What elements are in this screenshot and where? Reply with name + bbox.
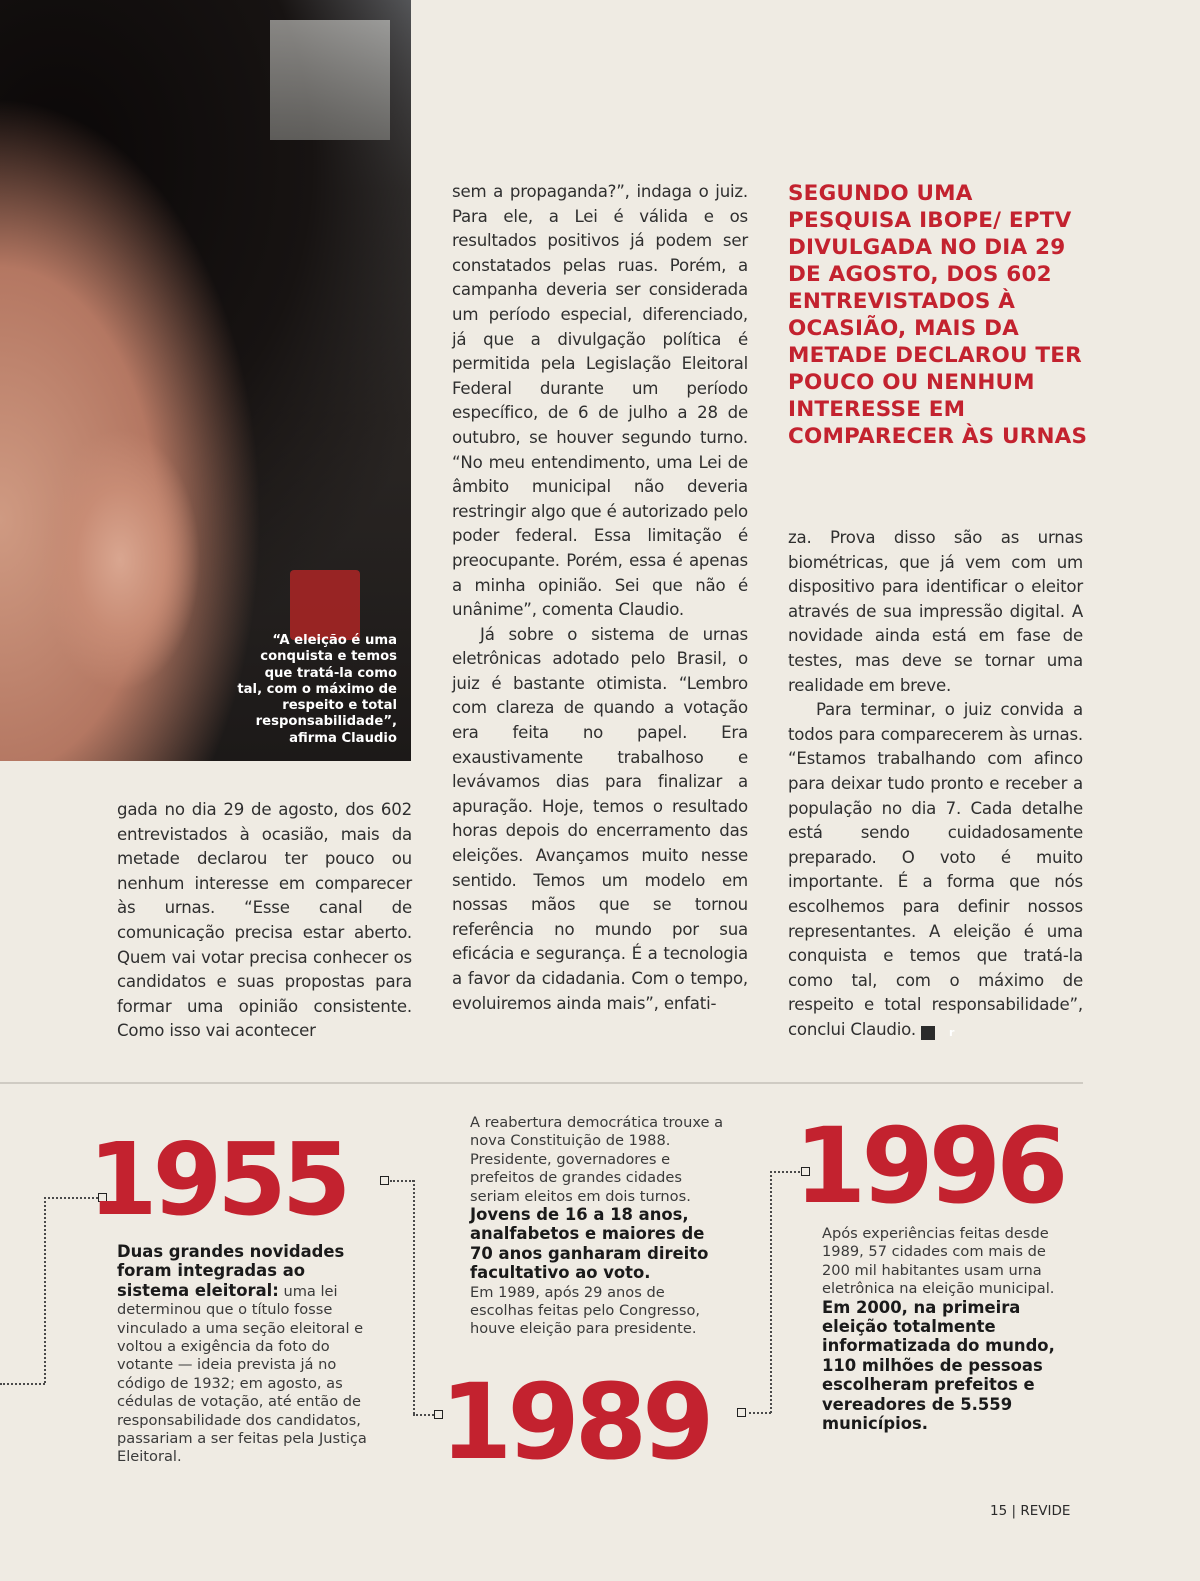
page-number: 15 — [990, 1503, 1008, 1519]
timeline-connector — [44, 1197, 46, 1383]
article-column-1 — [117, 798, 412, 1044]
timeline-text-1989 — [470, 1114, 732, 1339]
portrait-photo — [0, 0, 411, 761]
page-footer — [990, 1503, 1070, 1519]
footer-separator: | — [1011, 1503, 1017, 1519]
article-paragraph-final — [788, 698, 1083, 1042]
timeline-year-1996: 1996 — [794, 1105, 1064, 1227]
timeline-highlight: Em 2000, na primeira eleição totalmente informatizada do mundo, 110 milhões de pessoas escolheram prefeitos e vereadores de 5.559 municípios. — [822, 1297, 1055, 1434]
timeline-node-icon — [737, 1408, 746, 1417]
timeline-text-1996 — [822, 1225, 1062, 1434]
timeline-body: uma lei determinou que o título fosse vinculado a uma seção eleitoral e voltou a exigência da foto do votante — ideia prevista já no código de 1932; em agosto, as cédulas de votação, até então de responsabilidade dos candidatos, passariam a ser feitas pela Justiça Eleitoral. — [117, 1282, 367, 1466]
magazine-name: REVIDE — [1020, 1503, 1071, 1519]
timeline-body: A reabertura democrática trouxe a nova Constituição de 1988. Presidente, governadores e prefeitos de grandes cidades seriam eleitos em dois turnos. — [470, 1114, 724, 1205]
timeline-connector — [390, 1180, 414, 1182]
article-paragraph: sem a propaganda?”, indaga o juiz. Para ele, a Lei é válida e os resultados positivos já podem ser constatados pelas ruas. Porém, a campanha deveria ser considerada um período especial, diferenciado, já que a divulgação política é permitida pela Legislação Eleitoral Federal durante um período específico, de 6 de julho a 28 de outubro, se houver segundo turno. “No meu entendimento, uma Lei de âmbito municipal não deveria restringir algo que é autorizado pelo poder federal. Essa limitação é preocupante. Porém, essa é apenas a minha opinião. Sei que não é unânime”, comenta Claudio. — [452, 182, 748, 620]
article-paragraph: gada no dia 29 de agosto, dos 602 entrevistados à ocasião, mais da metade declarou ter pouco ou nenhum interesse em comparecer às urnas. “Esse canal de comunicação precisa estar aberto. Quem vai votar precisa conhecer os candidatos e suas propostas para formar uma opinião consistente. Como isso vai acontecer — [117, 800, 412, 1041]
photo-background-sign — [290, 570, 360, 640]
timeline-year-1955: 1955 — [88, 1121, 347, 1238]
timeline-highlight: Jovens de 16 a 18 anos, analfabetos e maiores de 70 anos ganharam direito facultativo ao voto. — [470, 1205, 709, 1283]
section-divider — [0, 1082, 1083, 1084]
photo-background-window — [270, 20, 390, 140]
timeline-body: Após experiências feitas desde 1989, 57 cidades com mais de 200 mil habitantes usam urna eletrônica na eleição municipal. — [822, 1225, 1055, 1298]
pull-quote: SEGUNDO UMA PESQUISA IBOPE/ EPTV DIVULGADA NO DIA 29 DE AGOSTO, DOS 602 ENTREVISTADOS À OCASIÃO, MAIS DA METADE DECLAROU TER POUCO OU NENHUM INTERESSE EM COMPARECER ÀS URNAS — [788, 181, 1088, 449]
article-final-text: Para terminar, o juiz convida a todos para comparecerem às urnas. “Estamos trabalhando com afinco para deixar tudo pronto e receber a população no dia 7. Cada detalhe está sendo cuidadosamente preparado. O voto é muito importante. É a forma que nós escolhemos para definir nossos representantes. A eleição é uma conquista e temos que tratá-la como tal, com o máximo de respeito e total responsabilidade”, conclui Claudio. — [788, 700, 1083, 1039]
photo-caption: “A eleição é uma conquista e temos que tratá-la como tal, com o máximo de respeito e total responsabilidade”, afirma Claudio — [237, 633, 397, 746]
article-paragraph: za. Prova disso são as urnas biométricas, que já vem com um dispositivo para identificar o eleitor através de sua impressão digital. A novidade ainda está em fase de testes, mas deve se tornar uma realidade em breve. — [788, 528, 1083, 695]
article-paragraph: Já sobre o sistema de urnas eletrônicas adotado pelo Brasil, o juiz é bastante otimista. “Lembro com clareza de quando a votação era feita no papel. Era exaustivamente trabalhoso e levávamos dias para finalizar a apuração. Hoje, temos o resultado horas depois do encerramento das eleições. Avançamos muito nesse sentido. Temos um modelo em nossas mãos que se tornou referência no mundo por sua eficácia e segurança. É a tecnologia a favor da cidadania. Com o tempo, evoluiremos ainda mais”, enfati- — [452, 624, 748, 1013]
end-of-article-icon: r — [921, 1026, 935, 1040]
timeline-year-1989: 1989 — [440, 1361, 710, 1483]
article-column-2 — [452, 180, 748, 1016]
timeline-highlight: Duas grandes novidades foram integradas ao sistema eleitoral: — [117, 1242, 345, 1300]
timeline-connector — [0, 1383, 45, 1385]
timeline-node-icon — [380, 1176, 389, 1185]
timeline-connector — [744, 1412, 771, 1414]
timeline-text-1955 — [117, 1243, 379, 1467]
article-column-3 — [788, 526, 1083, 1042]
timeline-body: Em 1989, após 29 anos de escolhas feitas pelo Congresso, houve eleição para presidente. — [470, 1283, 701, 1338]
timeline-connector — [413, 1180, 415, 1414]
timeline-connector — [770, 1171, 772, 1413]
